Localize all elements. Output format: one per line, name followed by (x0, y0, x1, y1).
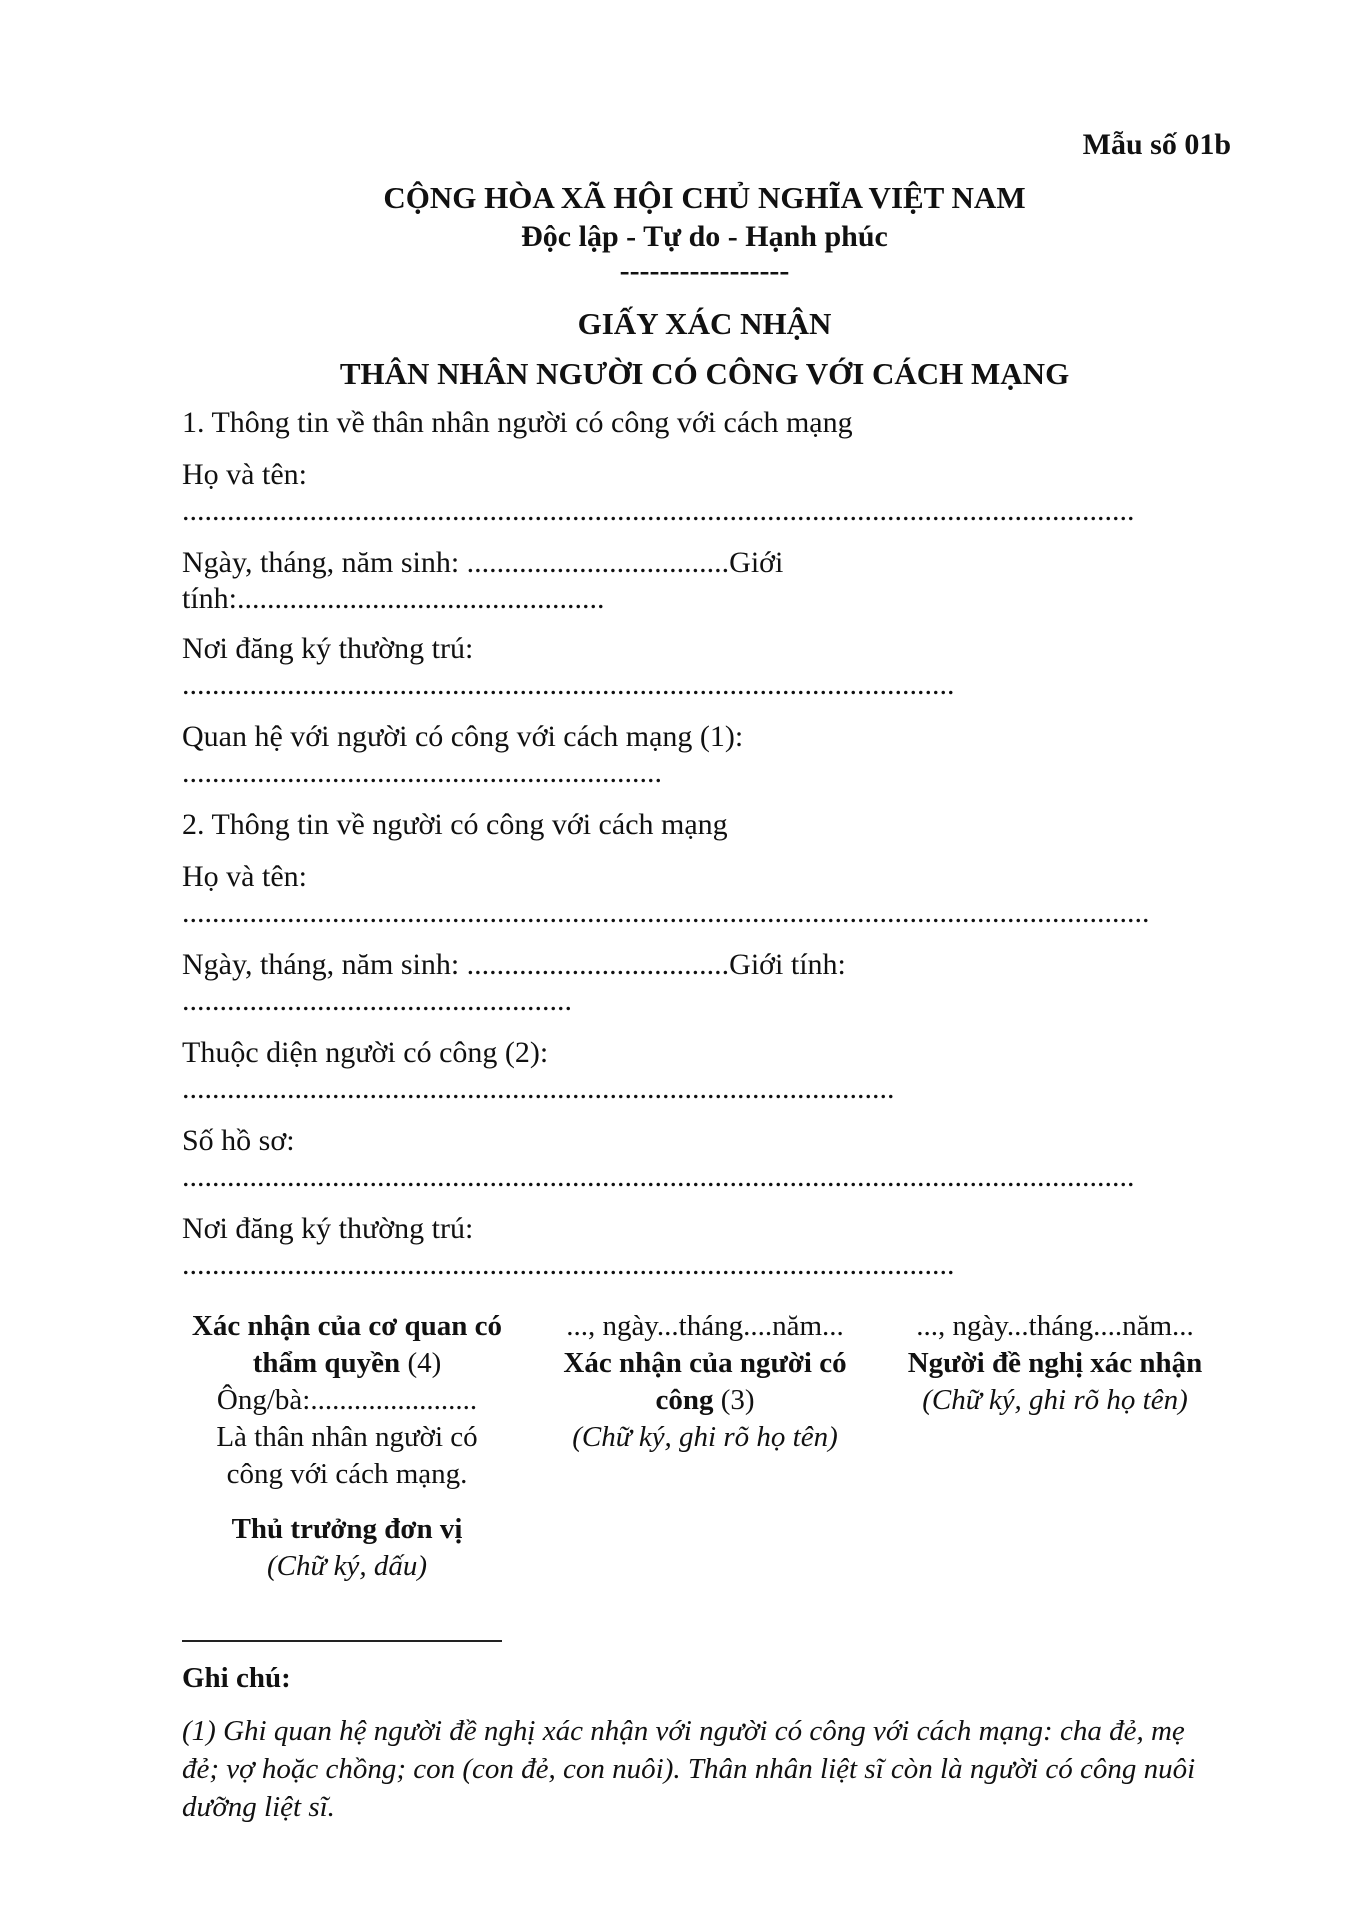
section2-dob-line: Ngày, tháng, năm sinh: ...................................Giới tính: (182, 948, 846, 981)
section1-residence-field: ....................................................................................................... (182, 668, 955, 701)
authority-title-bold: thẩm quyền (252, 1347, 401, 1379)
form-number: Mẫu số 01b (1082, 128, 1231, 161)
meritorious-title-line2 (530, 1382, 880, 1419)
unit-head-note: (Chữ ký, dấu) (267, 1550, 427, 1582)
meritorious-date-line: ..., ngày...tháng....năm... (566, 1310, 844, 1342)
requester-signature-block (880, 1308, 1230, 1419)
requester-signature-note: (Chữ ký, ghi rõ họ tên) (922, 1384, 1188, 1416)
authority-person-field: Ông/bà:....................... (216, 1384, 478, 1416)
section1-name-label: Họ và tên: (182, 458, 307, 491)
section1-name-field: ............................................................................................................................... (182, 494, 1135, 527)
section1-dob-line: Ngày, tháng, năm sinh: ...................................Giới (182, 546, 784, 579)
meritorious-title-line1: Xác nhận của người có (563, 1347, 847, 1379)
nation-title: CỘNG HÒA XÃ HỘI CHỦ NGHĨA VIỆT NAM (383, 180, 1026, 215)
section2-dob-field: .................................................... (182, 984, 572, 1017)
section1-heading: 1. Thông tin về thân nhân người có công với cách mạng (182, 406, 853, 439)
section2-category-label: Thuộc diện người có công (2): (182, 1036, 549, 1069)
authority-statement-line2: công với cách mạng. (226, 1458, 468, 1490)
section1-relation-field: ................................................................ (182, 756, 662, 789)
notes-heading: Ghi chú: (182, 1662, 291, 1694)
national-motto: Độc lập - Tự do - Hạnh phúc (521, 220, 888, 253)
authority-title-line2 (172, 1345, 522, 1382)
meritorious-title-bold: công (655, 1384, 714, 1416)
footnote-divider (182, 1640, 502, 1642)
requester-title: Người đề nghị xác nhận (907, 1347, 1203, 1379)
meritorious-footnote-ref: (3) (713, 1384, 755, 1416)
authority-title-line1: Xác nhận của cơ quan có (191, 1310, 503, 1342)
note-1: (1) Ghi quan hệ người đề nghị xác nhận với người có công với cách mạng: cha đẻ, mẹ đẻ; vợ hoặc chồng; con (con đẻ, con nuôi). Thân nhân liệt sĩ còn là người có công nuôi dưỡng liệt sĩ. (182, 1715, 1196, 1823)
section2-name-label: Họ và tên: (182, 860, 307, 893)
document-subtitle: THÂN NHÂN NGƯỜI CÓ CÔNG VỚI CÁCH MẠNG (339, 356, 1070, 391)
section2-name-field: ................................................................................................................................. (182, 896, 1150, 929)
section2-heading: 2. Thông tin về người có công với cách mạng (182, 808, 728, 841)
meritorious-person-signature-block (530, 1308, 880, 1456)
section1-gender-field: tính:................................................. (182, 582, 605, 615)
section2-file-label: Số hồ sơ: (182, 1124, 295, 1157)
header-divider: ----------------- (619, 254, 790, 287)
authority-statement-line1: Là thân nhân người có (216, 1421, 478, 1453)
section2-residence-label: Nơi đăng ký thường trú: (182, 1212, 474, 1245)
section2-category-field: ............................................................................................... (182, 1072, 895, 1105)
section1-residence-label: Nơi đăng ký thường trú: (182, 632, 474, 665)
requester-date-line: ..., ngày...tháng....năm... (916, 1310, 1194, 1342)
authority-footnote-ref: (4) (400, 1347, 442, 1379)
meritorious-signature-note: (Chữ ký, ghi rõ họ tên) (572, 1421, 838, 1453)
section1-relation-label: Quan hệ với người có công với cách mạng (1): (182, 720, 744, 753)
authority-signature-block (172, 1308, 522, 1585)
document-title: GIẤY XÁC NHẬN (577, 306, 832, 341)
unit-head-title: Thủ trưởng đơn vị (231, 1513, 463, 1545)
section2-file-field: ............................................................................................................................... (182, 1160, 1135, 1193)
section2-residence-field: ....................................................................................................... (182, 1248, 955, 1281)
